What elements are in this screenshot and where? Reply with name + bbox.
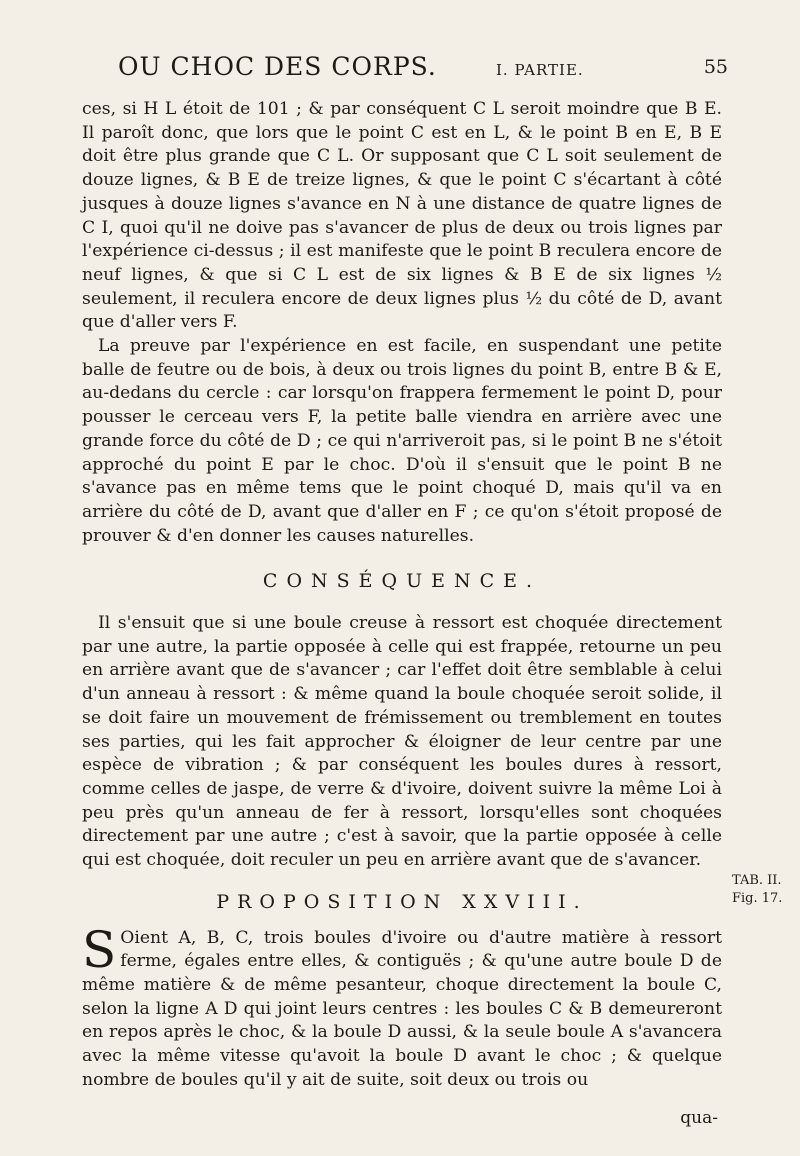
margin-note-table: TAB. II.	[732, 873, 782, 888]
running-part: I. PARTIE.	[496, 61, 584, 79]
running-header	[118, 52, 728, 88]
proposition-paragraph	[82, 920, 722, 1093]
paragraph: La preuve par l'expérience en est facile, en suspendant une petite balle de feutre ou de bois, à deux ou trois lignes du point B, entre B & E, au-dedans du cercle : car lorsqu'on frappera fermement le point D, pour pousser le cerceau vers F, la petite balle viendra en arrière avec une grande force du côté de D ; ce qui n'arriveroit pas, si le point B ne s'étoit approché du point E par le choc. D'où il s'ensuit que le point B ne s'avance pas en même tems que le point choqué D, mais qu'il va en arrière du côté de D, avant que d'aller en F ; ce qu'on s'étoit proposé de prouver & d'en donner les causes naturelles.	[82, 336, 722, 546]
section-heading-consequence: CONSÉQUENCE.	[262, 570, 542, 593]
paragraph: ces, si H L étoit de 101 ; & par conséquent C L seroit moindre que B E. Il paroît donc, que lors que le point C est en L, & le point B en E, B E doit être plus grande que C L. Or supposant que C L soit seulement de douze lignes, & B E de treize lignes, & que le point C s'écartant à côté jusques à douze lignes s'avance en N à une distance de quatre lignes de C I, quoi qu'il ne doive pas s'avancer de plus de deux ou trois lignes par l'expérience ci-dessus ; il est manifeste que le point B reculera encore de neuf lignes, & que si C L est de six lignes & B E de six lignes ½ seulement, il reculera encore de deux lignes plus ½ du côté de D, avant que d'aller vers F.	[82, 99, 722, 333]
proposition-text: Oient A, B, C, trois boules d'ivoire ou d'autre matière à ressort ferme, égales entre elles, & contiguës ; & qu'une autre boule D de même matière & de même pesanteur, choque directement la boule C, selon la ligne A D qui joint leurs centres : les boules C & B demeureront en repos après le choc, & la boule D aussi, & la seule boule A s'avancera avec la même vitesse qu'avoit la boule D avant le choc ; & quelque nombre de boules qu'il y ait de suite, soit deux ou trois ou	[82, 927, 722, 1090]
section-heading-proposition: PROPOSITION XXVIII.	[216, 890, 588, 913]
body-text	[82, 98, 722, 1092]
page-number: 55	[703, 56, 728, 78]
consequence-paragraph: Il s'ensuit que si une boule creuse à ressort est choquée directement par une autre, la partie opposée à celle qui est frappée, retourne un peu en arrière avant que de s'avancer ; car l'effet doit être semblable à celui d'un anneau à ressort : & même quand la boule choquée seroit solide, il se doit faire un mouvement de frémissement ou tremblement en toutes ses parties, qui les fait approcher & éloigner de leur centre par une espèce de vibration ; & par conséquent les boules dures à ressort, comme celles de jaspe, de verre & d'ivoire, doivent suivre la même Loi à peu près qu'un anneau de fer à ressort, lorsqu'elles sont choquées directement par une autre ; c'est à savoir, que la partie opposée à celle qui est choquée, doit reculer un peu en arrière avant que de s'avancer.	[82, 613, 722, 871]
catchword: qua-	[680, 1108, 718, 1128]
margin-note-figure: Fig. 17.	[732, 891, 783, 906]
drop-cap: S	[82, 920, 117, 979]
margin-note	[732, 872, 794, 908]
running-title: OU CHOC DES CORPS.	[118, 52, 437, 81]
